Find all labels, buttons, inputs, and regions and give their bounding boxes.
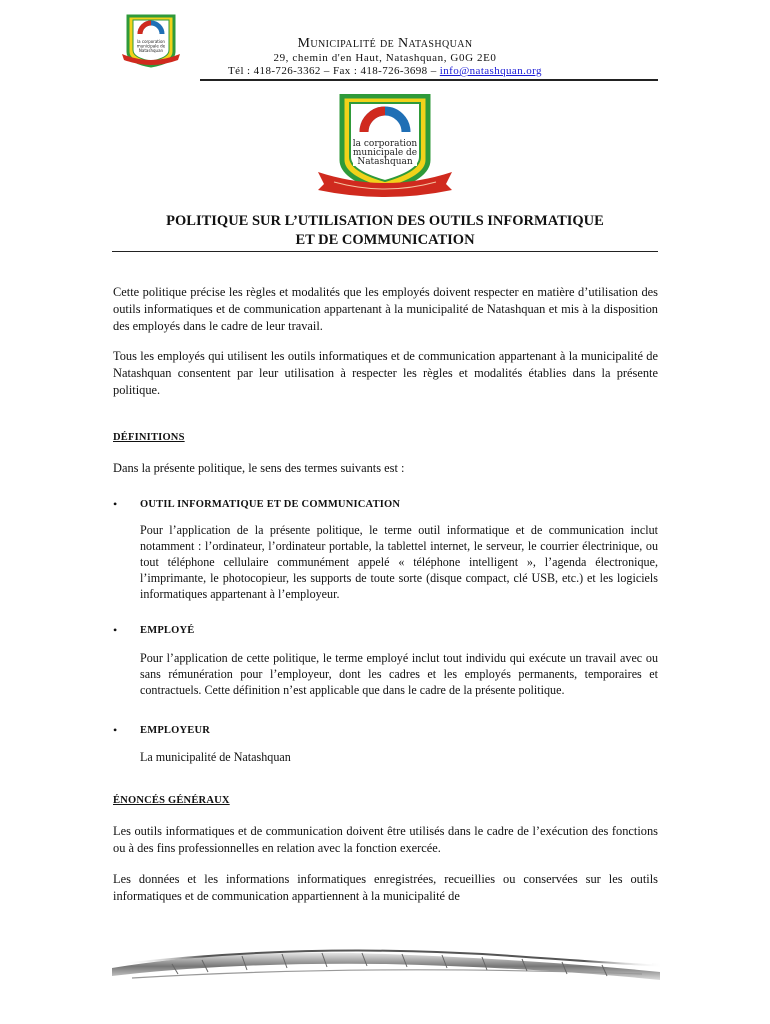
svg-text:Natashquan: Natashquan <box>138 48 164 53</box>
document-title <box>112 212 658 250</box>
bullet-marker: • <box>113 497 118 511</box>
municipality-logo-large <box>314 94 456 200</box>
definition-term-outil: OUTIL INFORMATIQUE ET DE COMMUNICATION <box>140 499 401 510</box>
definition-term-employe: EMPLOYÉ <box>140 625 195 636</box>
general-heading: ÉNONCÉS GÉNÉRAUX <box>113 795 230 806</box>
intro-paragraph-2: Tous les employés qui utilisent les outils informatiques et de communication appartenant à la municipalité de Natashquan consentent par leur utilisation à respecter les règles et modalités établies dans la présente politique. <box>113 349 658 397</box>
logo-text-line1: la corporation <box>352 139 418 149</box>
municipality-contact <box>190 65 580 77</box>
logo-text-line2: municipale de <box>352 148 418 158</box>
definitions-heading: DÉFINITIONS <box>113 432 185 443</box>
intro-paragraph-1: Cette politique précise les règles et modalités que les employés doivent respecter en matière d’utilisation des outils informatiques et de communication appartenant à la municipalité de Natashquan et mis à la disposition des employés dans le cadre de leur travail. <box>113 285 658 333</box>
definition-text-employe: Pour l’application de cette politique, le terme employé inclut tout individu qui exécute un travail avec ou sans rémunération pour l’employeur, dont les cadres et les employés permanents, temporaires et contractuels. Cette définition n’est applicable que dans le cadre de la présente politique. <box>140 651 658 697</box>
svg-text:municipale de: municipale de <box>136 43 166 49</box>
definition-text-employeur: La municipalité de Natashquan <box>140 750 291 764</box>
logo-text-line3: Natashquan <box>357 157 413 167</box>
footer-decoration <box>112 934 660 994</box>
title-line-1: POLITIQUE SUR L’UTILISATION DES OUTILS INFORMATIQUE <box>166 213 604 229</box>
definition-term-employeur: EMPLOYEUR <box>140 725 211 736</box>
municipality-logo-small <box>120 14 182 68</box>
title-line-2: ET DE COMMUNICATION <box>295 232 475 248</box>
definitions-lead: Dans la présente politique, le sens des termes suivants est : <box>113 461 405 475</box>
title-divider <box>112 251 658 252</box>
contact-phone-fax: Tél : 418-726-3362 – Fax : 418-726-3698 – <box>228 65 440 77</box>
general-paragraph-1: Les outils informatiques et de communication doivent être utilisés dans le cadre de l’exécution des fonctions ou à des fins professionnelles en relation avec la fonction exercée. <box>113 824 658 855</box>
municipality-address: 29, chemin d'en Haut, Natashquan, G0G 2E0 <box>273 52 497 64</box>
email-link[interactable]: info@natashquan.org <box>439 65 542 77</box>
definition-text-outil: Pour l’application de la présente politique, le terme outil informatique et de communication inclut notamment : l’ordinateur, l’ordinateur portable, la tablettel internet, le serveur, le courrier électrinique, ou tout téléphone cellulaire communément appelé « téléphone intelligent », l’agenda électronique, l’imprimante, le photocopieur, les supports de toute sorte (disque compact, clé USB, etc.) et les logiciels informatiques appartenant à l’employeur. <box>140 523 658 601</box>
bullet-marker: • <box>113 623 118 637</box>
svg-text:la corporation: la corporation <box>137 39 165 44</box>
header-divider <box>200 79 658 81</box>
general-paragraph-2: Les données et les informations informatiques enregistrées, recueillies ou conservées sur les outils informatiques et de communication appartiennent à la municipalité de <box>113 872 658 903</box>
bullet-marker: • <box>113 723 118 737</box>
municipality-name: Municipalité de Natashquan <box>297 36 473 51</box>
